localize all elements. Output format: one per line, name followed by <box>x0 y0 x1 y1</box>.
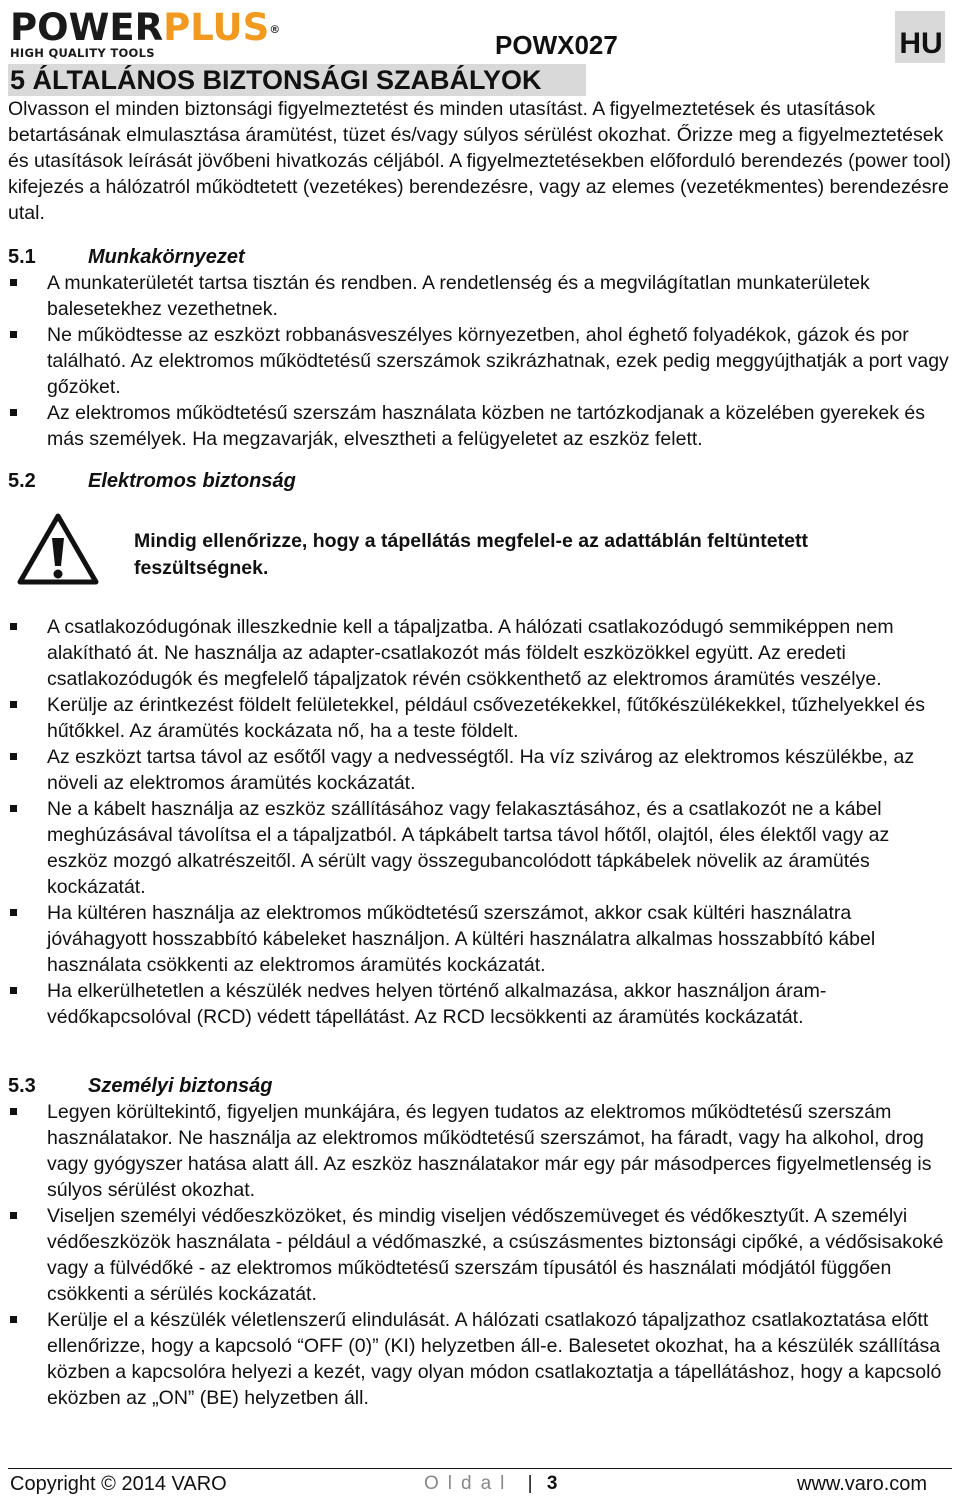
language-badge: HU <box>899 27 943 60</box>
subsection-title: Elektromos biztonság <box>88 470 296 492</box>
subsection-number: 5.3 <box>8 1075 36 1097</box>
list-item-text: Ne működtesse az eszközt robbanásveszélyes környezetben, ahol éghető folyadékok, gázok és por található. Az elektromos működtetésű szerszámok szikrázhatnak, ezek pedig meggyújthatják a port vagy gőzöket. <box>47 324 949 398</box>
subsection-title: Személyi biztonság <box>88 1075 273 1097</box>
bullet-square-icon <box>10 909 17 916</box>
page-label: Oldal <box>424 1473 514 1494</box>
section-title: 5 ÁLTALÁNOS BIZTONSÁGI SZABÁLYOK <box>10 65 542 95</box>
list-item <box>10 900 950 978</box>
list-item-text: Ne a kábelt használja az eszköz szállításához vagy felakasztásához, és a csatlakozót ne a kábel meghúzásával távolítsa el a tápaljzatból. A tápkábelt tartsa távol hőtől, olajtól, éles élektől vagy az eszköz mozgó alkatrészeitől. A sérült vagy összegubancolódott tápkábelek növelik az áramütés kockázatát. <box>47 798 890 898</box>
list-item <box>10 614 950 692</box>
list-item <box>10 322 950 400</box>
list-item-text: Az elektromos működtetésű szerszám használata közben ne tartózkodjanak a közelében gyerekek és más személyek. Ha megzavarják, elvesztheti a felügyeletet az eszköz felett. <box>47 402 925 450</box>
bullet-square-icon <box>10 331 17 338</box>
subsection-number: 5.1 <box>8 246 36 268</box>
page-separator: | <box>527 1473 533 1494</box>
list-item <box>10 744 950 796</box>
list-item <box>10 1203 950 1307</box>
bullet-list-5-3 <box>10 1099 950 1411</box>
brand-tagline: HIGH QUALITY TOOLS <box>10 46 155 60</box>
page-number: 3 <box>546 1473 558 1494</box>
footer-website-link[interactable]: www.varo.com <box>797 1473 928 1495</box>
list-item <box>10 692 950 744</box>
brand-name-part2: PLUS <box>163 6 270 49</box>
bullet-square-icon <box>10 1108 17 1115</box>
list-item-text: A csatlakozódugónak illeszkednie kell a tápaljzatba. A hálózati csatlakozódugó semmiképpen nem alakítható át. Ne használja az adapter-csatlakozót más földelt eszközökkel együtt. Az eredeti csatlakozódugók és megfelelő tápaljzatok révén csökkenthető az elektromos áramütés veszélye. <box>47 616 894 690</box>
model-number: POWX027 <box>495 30 618 60</box>
brand-logo <box>10 6 300 60</box>
subsection-heading-5-3 <box>8 1073 273 1099</box>
list-item-text: Kerülje el a készülék véletlenszerű elindulását. A hálózati csatlakozó tápaljzathoz csatlakoztatása előtt ellenőrizze, hogy a kapcsoló “OFF (0)” (KI) helyzetben áll-e. Balesetet okozhat, ha a készülék szállítása közben a kapcsolóra helyezi a kezét, vagy olyan módon csatlakoztatja a tápellátáshoz, hogy a kapcsoló eközben az „ON” (BE) helyzetben áll. <box>47 1309 942 1409</box>
list-item-text: Ha elkerülhetetlen a készülék nedves helyen történő alkalmazása, akkor használjon áram-védőkapcsolóval (RCD) védett tápellátást. Az RCD lecsökkenti az áramütés kockázatát. <box>47 980 827 1028</box>
list-item <box>10 270 950 322</box>
intro-paragraph: Olvasson el minden biztonsági figyelmeztetést és minden utasítást. A figyelmeztetések és utasítások betartásának elmulasztása áramütést, tüzet és/vagy súlyos sérülést okozhat. Őrizze meg a figyelmeztetések és utasítások leírását jövőbeni hivatkozás céljából. A figyelmeztetésekben előforduló berendezés (power tool) kifejezés a hálózatról működtetett (vezetékes) berendezésre, vagy az elemes (vezetékmentes) berendezésre utal. <box>8 98 952 224</box>
warning-text: Mindig ellenőrizze, hogy a tápellátás megfelel-e az adattáblán feltüntetett feszültségnek. <box>134 530 808 579</box>
footer-divider <box>8 1468 952 1469</box>
list-item <box>10 978 950 1030</box>
bullet-square-icon <box>10 987 17 994</box>
brand-name-part1: POWER <box>10 6 164 49</box>
list-item-text: Ha kültéren használja az elektromos működtetésű szerszámot, akkor csak kültéri használatra jóváhagyott hosszabbító kábeleket használjon. A kültéri használatra alkalmas hosszabbító kábel használata csökkenti az elektromos áramütés kockázatát. <box>47 902 876 976</box>
list-item-text: Az eszközt tartsa távol az esőtől vagy a nedvességtől. Ha víz szivárog az elektromos készülékbe, az növeli az elektromos áramütés kockázatát. <box>47 746 915 794</box>
list-item-text: Legyen körültekintő, figyeljen munkájára, és legyen tudatos az elektromos működtetésű szerszám használatakor. Ne használja az elektromos működtetésű szerszámot, ha fáradt, vagy ha alkohol, drog vagy gyógyszer hatása alatt áll. Az eszköz használatakor már egy pár másodperces figyelmetlenség is súlyos sérülést okozhat. <box>47 1101 932 1201</box>
bullet-square-icon <box>10 701 17 708</box>
footer-page-indicator <box>424 1471 557 1497</box>
warning-triangle-icon <box>16 512 100 586</box>
bullet-square-icon <box>10 1316 17 1323</box>
list-item-text: Kerülje az érintkezést földelt felületekkel, például csővezetékekkel, fűtőkészülékekkel, tűzhelyekkel és hűtőkkel. Az áramütés kockázata nő, ha a teste földelt. <box>47 694 925 742</box>
list-item <box>10 796 950 900</box>
list-item <box>10 1307 950 1411</box>
list-item <box>10 1099 950 1203</box>
list-item-text: Viseljen személyi védőeszközöket, és mindig viseljen védőszemüveget és védőkesztyűt. A személyi védőeszközök használata - például a védőmaszké, a csúszásmentes biztonsági cipőké, a védősisakoké vagy a fülvédőké - az elektromos működtetésű szerszám típusától és használati módjától függően csökkenti a sérülés kockázatát. <box>47 1205 944 1305</box>
bullet-square-icon <box>10 623 17 630</box>
list-item-text: A munkaterületét tartsa tisztán és rendben. A rendetlenség és a megvilágítatlan munkaterületek balesetekhez vezethetnek. <box>47 272 870 320</box>
bullet-square-icon <box>10 805 17 812</box>
subsection-title: Munkakörnyezet <box>88 246 245 268</box>
bullet-list-5-2 <box>10 614 950 1030</box>
subsection-number: 5.2 <box>8 470 36 492</box>
bullet-square-icon <box>10 753 17 760</box>
bullet-square-icon <box>10 409 17 416</box>
footer-copyright: Copyright © 2014 VARO <box>10 1473 227 1495</box>
subsection-heading-5-1 <box>8 244 245 270</box>
registered-mark: ® <box>269 23 281 36</box>
bullet-square-icon <box>10 1212 17 1219</box>
bullet-list-5-1 <box>10 270 950 452</box>
bullet-square-icon <box>10 279 17 286</box>
list-item <box>10 400 950 452</box>
subsection-heading-5-2 <box>8 468 296 494</box>
